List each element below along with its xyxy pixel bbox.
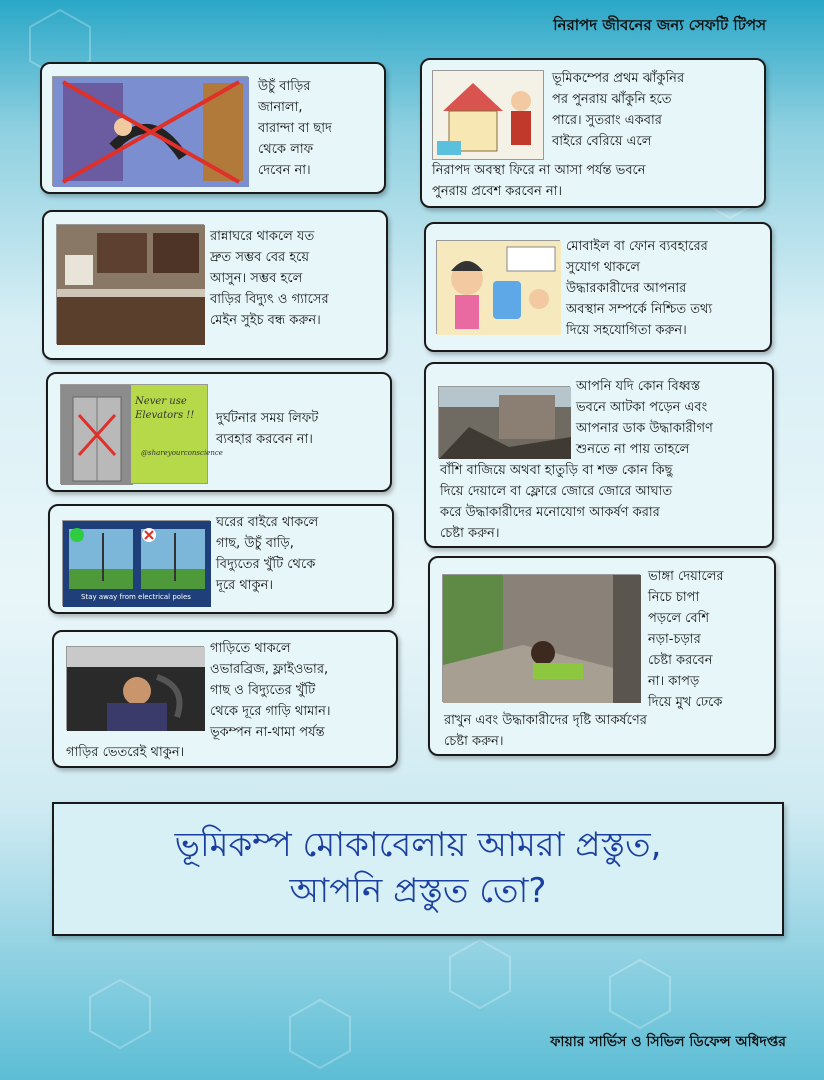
tip-line: পারে। সুতরাং একবার [552,113,662,128]
tip-line: রাখুন এবং উদ্ধাকারীদের দৃষ্টি আকর্ষণের [444,713,647,728]
tip-line: গাছ, উচুঁ বাড়ি, [216,536,294,551]
tip-line: ঘরের বাইরে থাকলে [216,515,319,530]
tip-line: ভাঙ্গা দেয়ালের [648,569,724,584]
header-title: নিরাপদ জীবনের জন্য সেফটি টিপস [553,16,766,34]
tip-line: আপনি যদি কোন বিধ্বস্ত [576,379,701,394]
tip-text-in-car-full [66,742,184,763]
tip-line: জানালা, [258,100,303,115]
tip-card-in-car [52,630,398,768]
tip-line: গাড়ির ভেতরেই থাকুন। [66,745,185,760]
tip-line: দিয়ে দেয়ালে বা ফ্লোরে জোরে জোরে আঘাত [440,484,673,499]
tip-line: পুনরায় প্রবেশ করবেন না। [432,184,563,199]
tip-line: বাঁশি বাজিয়ে অথবা হাতুড়ি বা শক্ত কোন কিছু [440,463,673,478]
collapsed-building-photo [438,386,570,458]
slogan-line-1: ভূমিকম্প মোকাবেলায় আমরা প্রস্তুত, [174,825,662,865]
tip-line: বিদ্যুতের খুঁটি থেকে [216,557,316,572]
cross-icon [53,77,249,187]
mobile-illustration [436,240,560,334]
tip-line: আসুন। সম্ভব হলে [210,271,303,286]
tip-card-mobile [424,222,772,352]
tip-line: করে উদ্ধাকারীদের মনোযোগ আকর্ষণ করার [440,505,660,520]
tip-card-under-wall [428,556,776,756]
tip-text-mobile [566,236,712,341]
tip-line: চেষ্টা করুন। [444,734,504,749]
tip-line: বাইরে বেরিয়ে এলে [552,134,652,149]
tip-text-aftershock-full [432,160,646,202]
tip-card-lift [46,372,392,492]
tip-line: মেইন সুইচ বন্ধ করুন। [210,313,321,328]
jump-illustration [52,76,248,186]
poles-caption: Stay away from electrical poles [81,593,191,601]
tip-line: ব্যবহার করবেন না। [216,432,313,447]
tip-text-under-wall [648,566,724,713]
tip-line: বারান্দা বা ছাদ [258,121,332,136]
footer-organization: ফায়ার সার্ভিস ও সিভিল ডিফেন্স অধিদপ্তর [550,1034,786,1050]
tip-line: দিয়ে সহযোগিতা করুন। [566,323,687,338]
elevator-photo [60,384,223,484]
tip-line: নিচে চাপা [648,590,700,605]
tip-card-kitchen [42,210,388,360]
tip-line: দ্রুত সম্ভব বের হয়ে [210,250,310,265]
tip-line: ওভারব্রিজ, ফ্লাইওভার, [210,662,329,677]
elevator-note [131,385,207,483]
slogan-box [52,802,784,936]
elevator-handle: @shareyourconscience [141,449,223,457]
poles-illustration [62,520,210,606]
tip-card-aftershock [420,58,766,208]
tip-line: আপনার ডাক উদ্ধাকারীগণ [576,421,713,436]
tip-line: শুনতে না পায় তাহলে [576,442,690,457]
tip-line: নড়া-চড়ার [648,632,701,647]
tip-line: পর পুনরায় ঝাঁকুনি হতে [552,92,672,107]
tip-line: সুযোগ থাকলে [566,260,640,275]
tip-line: দুর্ঘটনার সময় লিফট [216,411,319,426]
tip-text-under-wall-full [444,710,647,752]
tip-text-trapped [576,376,713,460]
elevator-note-line: Elevators !! [135,410,195,421]
tip-line: দিয়ে মুখ ঢেকে [648,695,723,710]
tip-line: দেবেন না। [258,163,311,178]
tip-line: চেষ্টা করুন। [440,526,500,541]
tip-line: ভূকম্পন না-থামা পর্যন্ত [210,725,325,740]
tip-line: মোবাইল বা ফোন ব্যবহারের [566,239,708,254]
tip-line: পড়লে বেশি [648,611,710,626]
tip-text-lift [216,408,318,450]
tip-line: রান্নাঘরে থাকলে যত [210,229,315,244]
tip-card-no-jump [40,62,386,194]
tip-text-aftershock [552,68,684,152]
tip-text-kitchen [210,226,329,331]
tip-line: নিরাপদ অবস্থা ফিরে না আসা পর্যন্ত ভবনে [432,163,646,178]
tip-line: চেষ্টা করবেন [648,653,713,668]
tip-text-in-car [210,638,331,743]
tip-card-trapped [424,362,774,548]
tip-card-outside [48,504,394,614]
tip-line: বাড়ির বিদ্যুৎ ও গ্যাসের [210,292,329,307]
tip-line: ভবনে আটকা পড়েন এবং [576,400,708,415]
tip-line: অবস্থান সম্পর্কে নিশ্চিত তথ্য [566,302,713,317]
aftershock-illustration [432,70,544,160]
tip-text-outside [216,512,318,596]
tip-line: থেকে লাফ [258,142,314,157]
tip-text-no-jump [258,76,332,181]
check-icon [70,528,84,542]
tip-line: দূরে থাকুন। [216,578,274,593]
slogan-line-2: আপনি প্রস্তুত তো? [289,871,547,911]
kitchen-photo [56,224,204,344]
tip-line: ভূমিকম্পের প্রথম ঝাঁকুনির [552,71,685,86]
tip-line: থেকে দূরে গাড়ি থামান। [210,704,331,719]
tip-line: না। কাপড় [648,674,700,689]
tip-text-trapped-full [440,460,673,544]
elevator-note-line: Never use [135,396,187,407]
tip-line: গাছ ও বিদ্যুতের খুঁটি [210,683,316,698]
tip-line: উচুঁ বাড়ির [258,79,311,94]
tip-line: উদ্ধারকারীদের আপনার [566,281,687,296]
cross-icon [61,385,133,485]
car-driver-photo [66,646,204,730]
rubble-rescue-photo [442,574,640,702]
tip-line: গাড়িতে থাকলে [210,641,291,656]
